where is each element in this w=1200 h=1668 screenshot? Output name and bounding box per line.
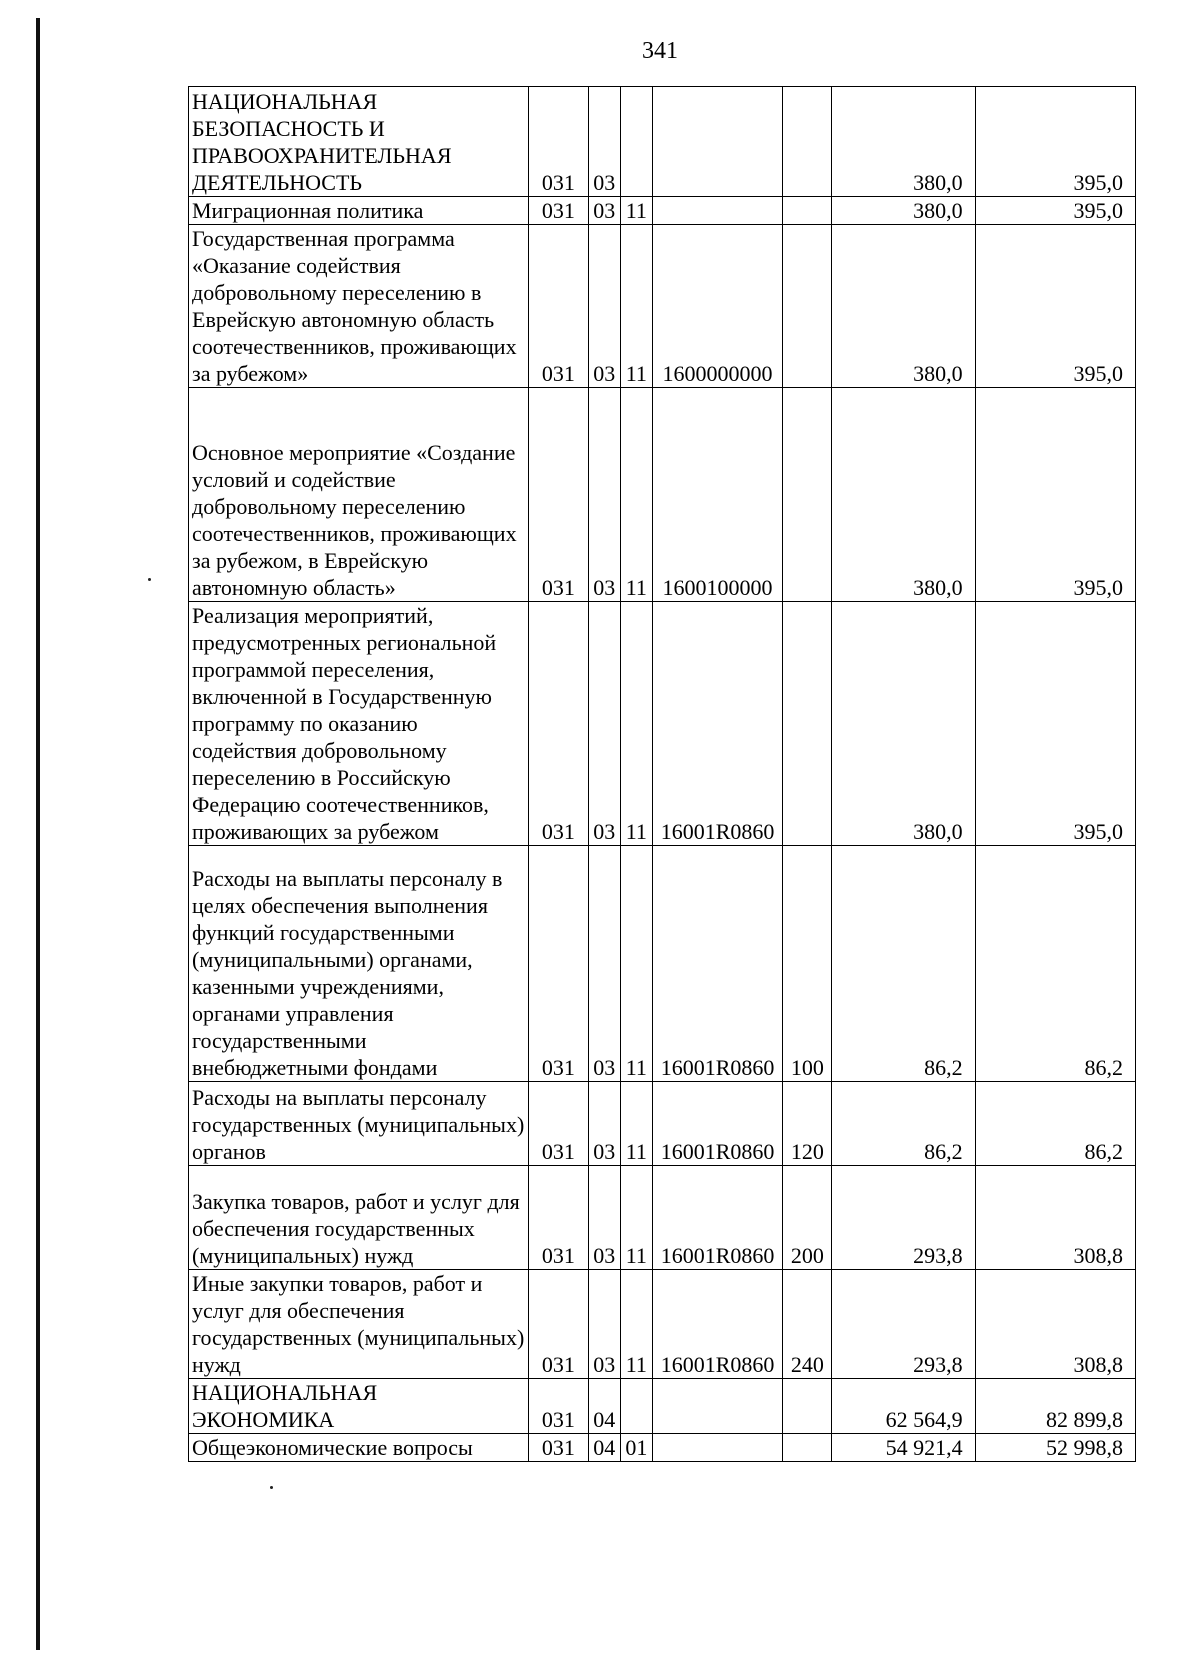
amount-year-1: 86,2 (832, 846, 975, 1082)
row-name: НАЦИОНАЛЬНАЯ БЕЗОПАСНОСТЬ И ПРАВООХРАНИТЕЛЬНАЯ ДЕЯТЕЛЬНОСТЬ (189, 87, 529, 197)
amount-year-1: 380,0 (832, 225, 975, 388)
expense-type-code (783, 1434, 832, 1462)
row-name: Общеэкономические вопросы (189, 1434, 529, 1462)
row-name: Расходы на выплаты персоналу в целях обеспечения выполнения функций государственными (муниципальными) органами, казенными учреждениями, органами управления государственными внебюджетными фондами (189, 846, 529, 1082)
subsection-code: 11 (620, 1082, 652, 1166)
subsection-code: 11 (620, 1270, 652, 1379)
subsection-code (620, 87, 652, 197)
section-code: 03 (588, 1166, 620, 1270)
row-name: Миграционная политика (189, 197, 529, 225)
gr-code: 031 (528, 87, 588, 197)
row-name: Закупка товаров, работ и услуг для обеспечения государственных (муниципальных) нужд (189, 1166, 529, 1270)
subsection-code (620, 1379, 652, 1434)
row-name: Иные закупки товаров, работ и услуг для обеспечения государственных (муниципальных) нужд (189, 1270, 529, 1379)
target-article-code: 16001R0860 (652, 1082, 782, 1166)
target-article-code: 16001R0860 (652, 1166, 782, 1270)
amount-year-1: 62 564,9 (832, 1379, 975, 1434)
amount-year-2: 86,2 (975, 846, 1135, 1082)
target-article-code: 16001R0860 (652, 1270, 782, 1379)
expense-type-code (783, 197, 832, 225)
gr-code: 031 (528, 602, 588, 846)
target-article-code (652, 87, 782, 197)
target-article-code: 16001R0860 (652, 846, 782, 1082)
scan-speck (148, 578, 151, 581)
section-code: 03 (588, 846, 620, 1082)
target-article-code (652, 197, 782, 225)
amount-year-2: 82 899,8 (975, 1379, 1135, 1434)
table-row (189, 1379, 1136, 1434)
amount-year-1: 293,8 (832, 1270, 975, 1379)
gr-code: 031 (528, 225, 588, 388)
table-row (189, 388, 1136, 602)
expense-type-code: 240 (783, 1270, 832, 1379)
scan-speck (270, 1486, 273, 1489)
amount-year-1: 380,0 (832, 602, 975, 846)
gr-code: 031 (528, 846, 588, 1082)
amount-year-1: 380,0 (832, 197, 975, 225)
target-article-code: 16001R0860 (652, 602, 782, 846)
target-article-code: 1600000000 (652, 225, 782, 388)
table-row (189, 846, 1136, 1082)
table-row (189, 225, 1136, 388)
subsection-code: 11 (620, 225, 652, 388)
row-name: Расходы на выплаты персоналу государственных (муниципальных) органов (189, 1082, 529, 1166)
amount-year-2: 395,0 (975, 388, 1135, 602)
amount-year-1: 380,0 (832, 388, 975, 602)
amount-year-2: 395,0 (975, 225, 1135, 388)
section-code: 03 (588, 1082, 620, 1166)
section-code: 03 (588, 87, 620, 197)
subsection-code: 01 (620, 1434, 652, 1462)
subsection-code: 11 (620, 388, 652, 602)
table-row (189, 87, 1136, 197)
gr-code: 031 (528, 388, 588, 602)
section-code: 03 (588, 1270, 620, 1379)
table-row (189, 197, 1136, 225)
target-article-code (652, 1434, 782, 1462)
page-number: 341 (642, 38, 678, 64)
table-row (189, 602, 1136, 846)
section-code: 04 (588, 1379, 620, 1434)
subsection-code: 11 (620, 846, 652, 1082)
amount-year-2: 308,8 (975, 1166, 1135, 1270)
amount-year-1: 86,2 (832, 1082, 975, 1166)
amount-year-2: 52 998,8 (975, 1434, 1135, 1462)
expense-type-code (783, 602, 832, 846)
row-name: Реализация мероприятий, предусмотренных региональной программой переселения, включенной в Государственную программу по оказанию содействия добровольному переселению в Российскую Федерацию соотечественников, проживающих за рубежом (189, 602, 529, 846)
row-name: Основное мероприятие «Создание условий и содействие добровольному переселению соотечественников, проживающих за рубежом, в Еврейскую автономную область» (189, 388, 529, 602)
amount-year-2: 308,8 (975, 1270, 1135, 1379)
gr-code: 031 (528, 1166, 588, 1270)
gr-code: 031 (528, 1082, 588, 1166)
amount-year-1: 54 921,4 (832, 1434, 975, 1462)
amount-year-1: 293,8 (832, 1166, 975, 1270)
expense-type-code (783, 87, 832, 197)
section-code: 03 (588, 225, 620, 388)
binding-margin-line (36, 18, 40, 1650)
section-code: 03 (588, 602, 620, 846)
expense-type-code: 100 (783, 846, 832, 1082)
row-name: Государственная программа «Оказание содействия добровольному переселению в Еврейскую автономную область соотечественников, проживающих за рубежом» (189, 225, 529, 388)
gr-code: 031 (528, 197, 588, 225)
target-article-code: 1600100000 (652, 388, 782, 602)
section-code: 03 (588, 388, 620, 602)
expense-type-code: 200 (783, 1166, 832, 1270)
amount-year-2: 395,0 (975, 87, 1135, 197)
subsection-code: 11 (620, 602, 652, 846)
row-name: НАЦИОНАЛЬНАЯ ЭКОНОМИКА (189, 1379, 529, 1434)
amount-year-2: 86,2 (975, 1082, 1135, 1166)
subsection-code: 11 (620, 197, 652, 225)
gr-code: 031 (528, 1270, 588, 1379)
target-article-code (652, 1379, 782, 1434)
gr-code: 031 (528, 1379, 588, 1434)
subsection-code: 11 (620, 1166, 652, 1270)
budget-table (188, 86, 1136, 1462)
table-row (189, 1270, 1136, 1379)
expense-type-code (783, 1379, 832, 1434)
section-code: 03 (588, 197, 620, 225)
expense-type-code (783, 225, 832, 388)
table-row (189, 1082, 1136, 1166)
gr-code: 031 (528, 1434, 588, 1462)
section-code: 04 (588, 1434, 620, 1462)
table-row (189, 1434, 1136, 1462)
amount-year-2: 395,0 (975, 197, 1135, 225)
amount-year-2: 395,0 (975, 602, 1135, 846)
expense-type-code: 120 (783, 1082, 832, 1166)
expense-type-code (783, 388, 832, 602)
amount-year-1: 380,0 (832, 87, 975, 197)
table-row (189, 1166, 1136, 1270)
